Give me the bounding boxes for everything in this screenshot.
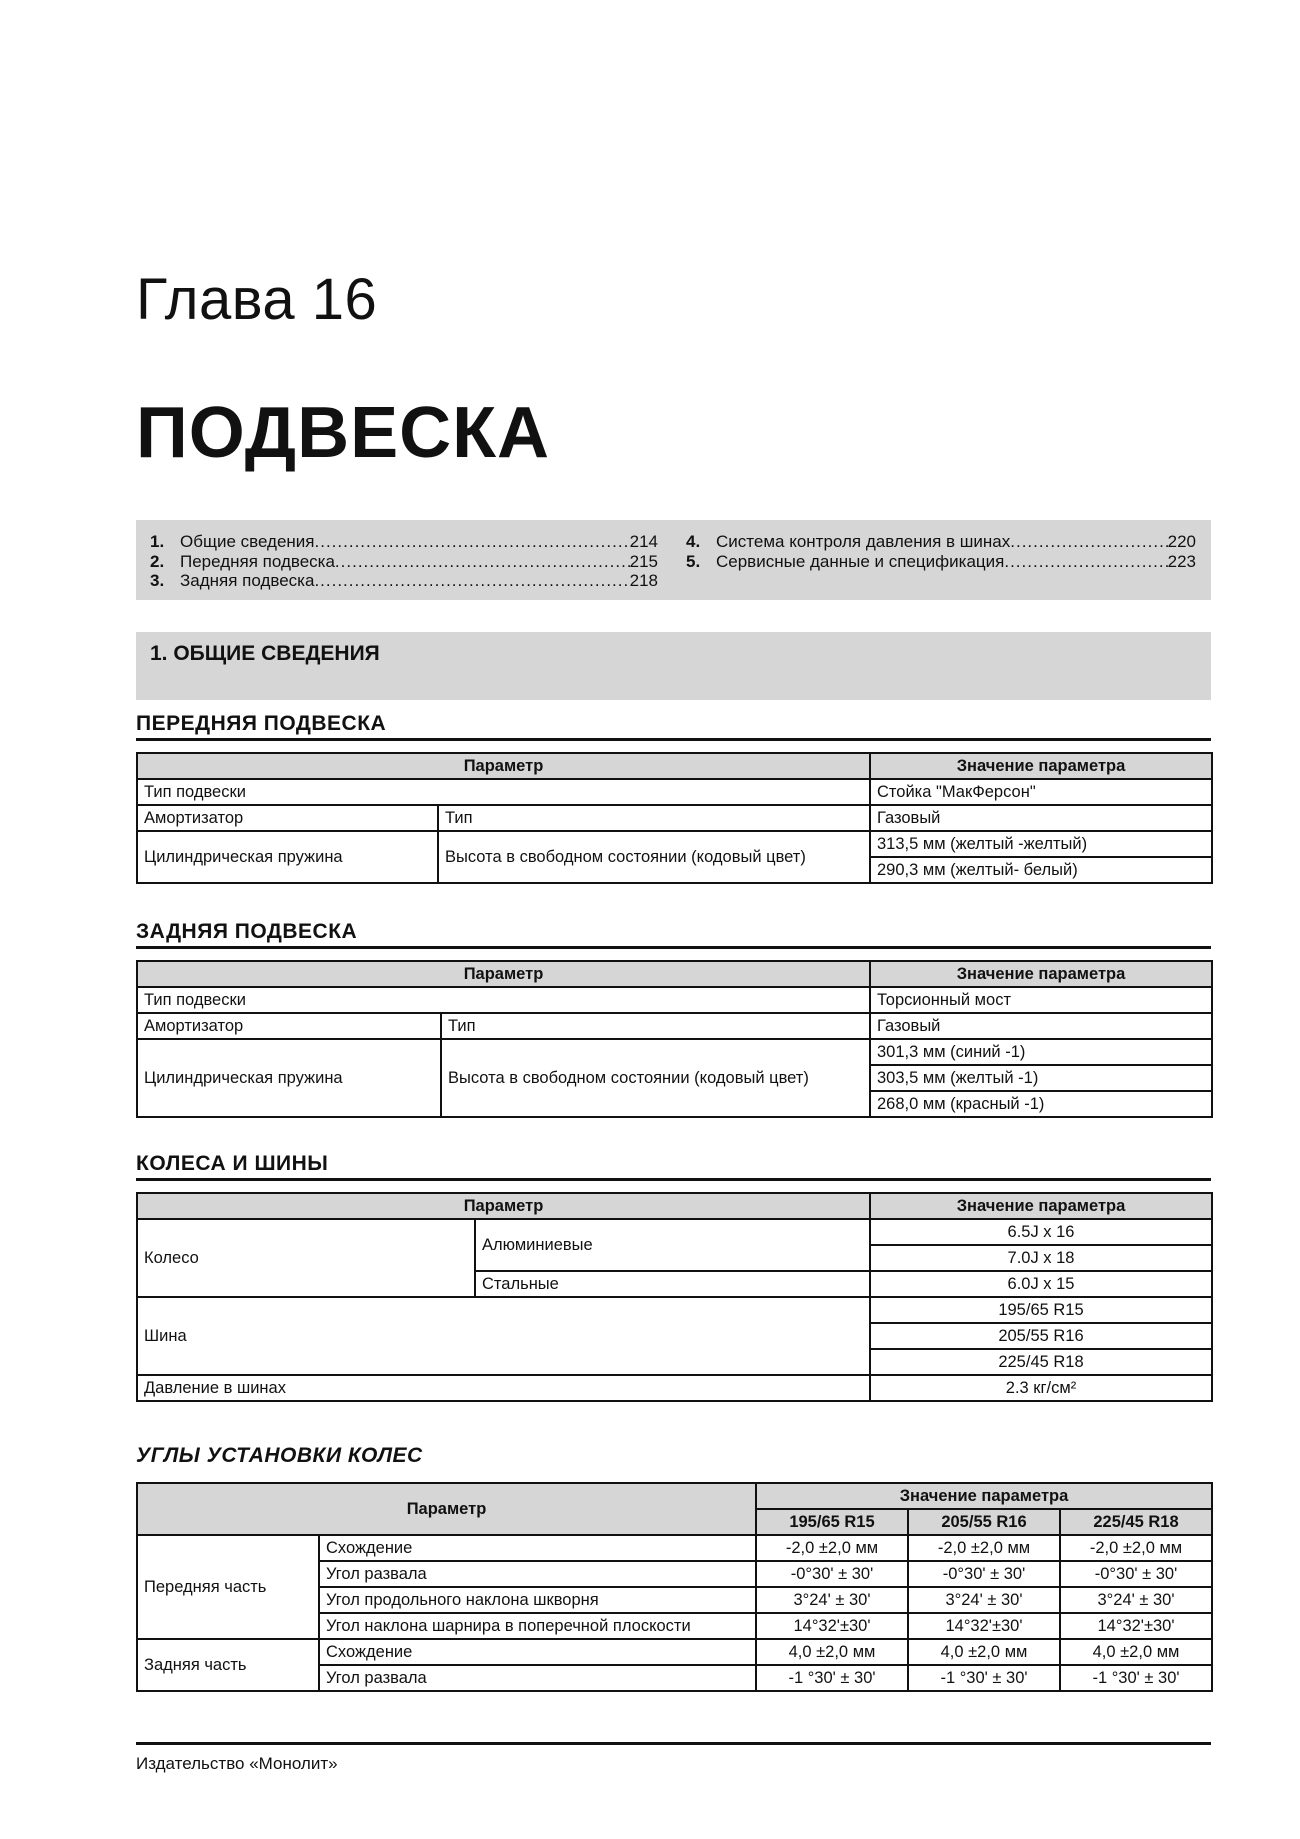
toc-label: Задняя подвеска bbox=[180, 571, 315, 590]
param-cell: Цилиндрическая пружина bbox=[137, 1039, 441, 1117]
param-cell: Схождение bbox=[319, 1639, 756, 1665]
value-cell: 14°32'±30' bbox=[756, 1613, 908, 1639]
value-cell: 225/45 R18 bbox=[870, 1349, 1212, 1375]
value-cell: Торсионный мост bbox=[870, 987, 1212, 1013]
param-cell: Угол развала bbox=[319, 1665, 756, 1691]
param-cell: Тип подвески bbox=[137, 779, 870, 805]
value-cell: -1 °30' ± 30' bbox=[908, 1665, 1060, 1691]
header-tire: 205/55 R16 bbox=[908, 1509, 1060, 1535]
value-cell: 268,0 мм (красный -1) bbox=[870, 1091, 1212, 1117]
value-cell: -1 °30' ± 30' bbox=[1060, 1665, 1212, 1691]
subparam-cell: Высота в свободном состоянии (кодовый цвет) bbox=[438, 831, 870, 883]
value-cell: 303,5 мм (желтый -1) bbox=[870, 1065, 1212, 1091]
header-value: Значение параметра bbox=[870, 1193, 1212, 1219]
value-cell: -2,0 ±2,0 мм bbox=[756, 1535, 908, 1561]
subparam-cell: Тип bbox=[441, 1013, 870, 1039]
alignment-heading: УГЛЫ УСТАНОВКИ КОЛЕС bbox=[136, 1444, 423, 1467]
wheels-tires-heading: КОЛЕСА И ШИНЫ bbox=[136, 1152, 329, 1175]
subparam-cell: Тип bbox=[438, 805, 870, 831]
group-cell: Передняя часть bbox=[137, 1535, 319, 1639]
value-cell: 14°32'±30' bbox=[1060, 1613, 1212, 1639]
footer-rule bbox=[136, 1742, 1211, 1745]
table-row bbox=[137, 805, 1212, 831]
param-cell: Колесо bbox=[137, 1219, 475, 1297]
publisher-footer: Издательство «Монолит» bbox=[136, 1754, 338, 1773]
value-cell: 7.0J x 18 bbox=[870, 1245, 1212, 1271]
toc-column-right bbox=[686, 532, 1196, 571]
wheels-tires-table bbox=[136, 1192, 1213, 1402]
value-cell: 6.0J x 15 bbox=[870, 1271, 1212, 1297]
value-cell: -0°30' ± 30' bbox=[756, 1561, 908, 1587]
toc-item[interactable] bbox=[150, 532, 658, 552]
value-cell: 290,3 мм (желтый- белый) bbox=[870, 857, 1212, 883]
value-cell: 14°32'±30' bbox=[908, 1613, 1060, 1639]
front-suspension-table bbox=[136, 752, 1213, 884]
table-header-row bbox=[137, 1193, 1212, 1219]
alignment-table bbox=[136, 1482, 1213, 1692]
value-cell: 195/65 R15 bbox=[870, 1297, 1212, 1323]
value-cell: 205/55 R16 bbox=[870, 1323, 1212, 1349]
value-cell: 6.5J x 16 bbox=[870, 1219, 1212, 1245]
toc-label: Система контроля давления в шинах bbox=[716, 532, 1011, 551]
toc-item[interactable] bbox=[686, 552, 1196, 572]
table-row bbox=[137, 1297, 1212, 1323]
table-row bbox=[137, 1375, 1212, 1401]
heading-rule bbox=[136, 738, 1211, 741]
toc-page: 215 bbox=[629, 551, 658, 571]
param-cell: Цилиндрическая пружина bbox=[137, 831, 438, 883]
table-row bbox=[137, 1013, 1212, 1039]
toc-page: 218 bbox=[629, 571, 658, 590]
value-cell: Газовый bbox=[870, 1013, 1212, 1039]
toc-label: Сервисные данные и спецификация bbox=[716, 551, 1005, 571]
heading-rule bbox=[136, 946, 1211, 949]
param-cell: Амортизатор bbox=[137, 1013, 441, 1039]
subparam-cell: Стальные bbox=[475, 1271, 870, 1297]
value-cell: Стойка "МакФерсон" bbox=[870, 779, 1212, 805]
param-cell: Амортизатор bbox=[137, 805, 438, 831]
section-header bbox=[136, 632, 1211, 700]
group-cell: Задняя часть bbox=[137, 1639, 319, 1691]
table-header-row bbox=[137, 1483, 1212, 1509]
table-header-row bbox=[137, 753, 1212, 779]
toc-leader bbox=[315, 532, 630, 552]
toc-leader bbox=[335, 552, 630, 572]
toc-item[interactable] bbox=[150, 571, 658, 591]
value-cell: 4,0 ±2,0 мм bbox=[908, 1639, 1060, 1665]
header-tire: 225/45 R18 bbox=[1060, 1509, 1212, 1535]
toc-number: 4. bbox=[686, 532, 701, 551]
rear-suspension-heading: ЗАДНЯЯ ПОДВЕСКА bbox=[136, 920, 358, 943]
toc-label: Общие сведения bbox=[180, 532, 315, 551]
toc-leader bbox=[314, 571, 629, 591]
heading-rule bbox=[136, 1178, 1211, 1181]
toc-number: 2. bbox=[150, 551, 165, 571]
value-cell: -1 °30' ± 30' bbox=[756, 1665, 908, 1691]
toc-item[interactable] bbox=[150, 552, 658, 572]
header-param: Параметр bbox=[137, 1483, 756, 1535]
toc-column-left bbox=[150, 532, 658, 591]
header-value: Значение параметра bbox=[756, 1483, 1212, 1509]
subparam-cell: Высота в свободном состоянии (кодовый цвет) bbox=[441, 1039, 870, 1117]
toc-number: 3. bbox=[150, 571, 165, 590]
param-cell: Угол развала bbox=[319, 1561, 756, 1587]
value-cell: 301,3 мм (синий -1) bbox=[870, 1039, 1212, 1065]
toc-number: 5. bbox=[686, 551, 701, 571]
toc-page: 220 bbox=[1167, 532, 1196, 551]
value-cell: 4,0 ±2,0 мм bbox=[1060, 1639, 1212, 1665]
chapter-number: Глава 16 bbox=[136, 267, 378, 332]
param-cell: Шина bbox=[137, 1297, 870, 1375]
chapter-title: ПОДВЕСКА bbox=[136, 393, 551, 473]
subparam-cell: Алюминиевые bbox=[475, 1219, 870, 1271]
param-cell: Угол наклона шарнира в поперечной плоскости bbox=[319, 1613, 756, 1639]
table-row bbox=[137, 1219, 1212, 1245]
value-cell: 3°24' ± 30' bbox=[1060, 1587, 1212, 1613]
param-cell: Угол продольного наклона шкворня bbox=[319, 1587, 756, 1613]
header-tire: 195/65 R15 bbox=[756, 1509, 908, 1535]
toc-number: 1. bbox=[150, 532, 165, 551]
header-param: Параметр bbox=[137, 961, 870, 987]
table-row bbox=[137, 831, 1212, 857]
value-cell: 313,5 мм (желтый -желтый) bbox=[870, 831, 1212, 857]
section-title: 1. ОБЩИЕ СВЕДЕНИЯ bbox=[150, 642, 380, 665]
param-cell: Давление в шинах bbox=[137, 1375, 870, 1401]
value-cell: 4,0 ±2,0 мм bbox=[756, 1639, 908, 1665]
table-row bbox=[137, 1535, 1212, 1561]
header-value: Значение параметра bbox=[870, 753, 1212, 779]
param-cell: Тип подвески bbox=[137, 987, 870, 1013]
toc-leader bbox=[1004, 552, 1167, 572]
header-value: Значение параметра bbox=[870, 961, 1212, 987]
toc-leader bbox=[1010, 532, 1167, 552]
header-param: Параметр bbox=[137, 1193, 870, 1219]
table-header-row bbox=[137, 961, 1212, 987]
table-row bbox=[137, 1639, 1212, 1665]
table-row bbox=[137, 987, 1212, 1013]
value-cell: Газовый bbox=[870, 805, 1212, 831]
toc-page: 223 bbox=[1167, 551, 1196, 571]
header-param: Параметр bbox=[137, 753, 870, 779]
value-cell: -0°30' ± 30' bbox=[1060, 1561, 1212, 1587]
value-cell: -2,0 ±2,0 мм bbox=[1060, 1535, 1212, 1561]
table-of-contents bbox=[136, 520, 1211, 600]
value-cell: -2,0 ±2,0 мм bbox=[908, 1535, 1060, 1561]
value-cell: 2.3 кг/см² bbox=[870, 1375, 1212, 1401]
value-cell: 3°24' ± 30' bbox=[908, 1587, 1060, 1613]
front-suspension-heading: ПЕРЕДНЯЯ ПОДВЕСКА bbox=[136, 712, 387, 735]
table-row bbox=[137, 779, 1212, 805]
value-cell: -0°30' ± 30' bbox=[908, 1561, 1060, 1587]
table-row bbox=[137, 1039, 1212, 1065]
toc-label: Передняя подвеска bbox=[180, 551, 335, 571]
toc-page: 214 bbox=[629, 532, 658, 551]
toc-item[interactable] bbox=[686, 532, 1196, 552]
value-cell: 3°24' ± 30' bbox=[756, 1587, 908, 1613]
rear-suspension-table bbox=[136, 960, 1213, 1118]
param-cell: Схождение bbox=[319, 1535, 756, 1561]
